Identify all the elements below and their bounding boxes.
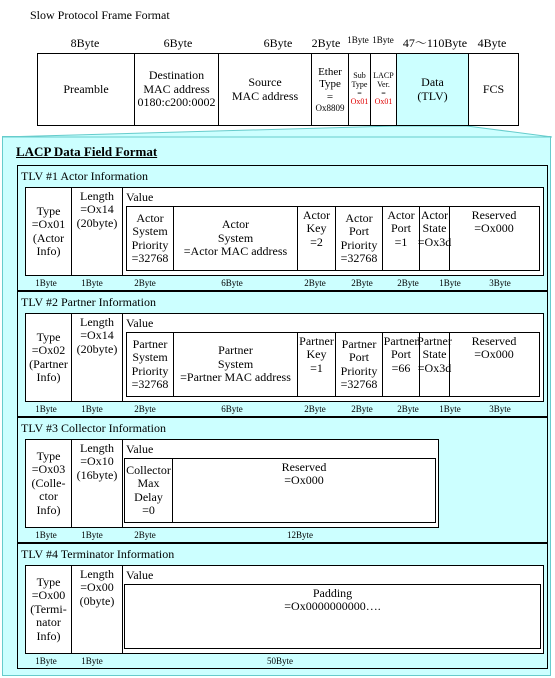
tlv1-value-fields xyxy=(126,206,540,271)
tlv1-size-state: 1Byte xyxy=(439,278,461,288)
tlv2-type: Type =Ox02 (Partner Info) xyxy=(29,329,68,384)
tlv4-size-length: 1Byte xyxy=(81,656,103,666)
frame-field-data: Data (TLV) xyxy=(396,54,468,125)
tlv2-size-system-priority: 2Byte xyxy=(134,404,156,414)
tlv3-size-length: 1Byte xyxy=(81,530,103,540)
tlv4-field-padding: Padding =Ox0000000000…. xyxy=(284,586,381,614)
tlv2-size-system: 6Byte xyxy=(221,404,243,414)
frame-row xyxy=(37,53,519,126)
tlv3-length: Length =Ox10 (16byte) xyxy=(71,440,122,527)
frame-size-data: 47～110Byte xyxy=(402,36,468,50)
tlv3-value-label: Value xyxy=(126,442,154,456)
tlv4-title: TLV #4 Terminator Information xyxy=(21,547,175,561)
tlv3-table xyxy=(25,439,439,528)
tlv3-value xyxy=(122,440,438,527)
tlv2-size-length: 1Byte xyxy=(81,404,103,414)
frame-field-preamble: Preamble xyxy=(63,81,109,96)
tlv1-size-length: 1Byte xyxy=(81,278,103,288)
tlv4-size-type: 1Byte xyxy=(35,656,57,666)
frame-size-lacpver: 1Byte xyxy=(372,35,394,45)
tlv4-value-label: Value xyxy=(126,568,154,582)
tlv4-length: Length =Ox00 (0byte) xyxy=(71,566,122,653)
tlv4-type: Type =Ox00 (Termi- nator Info) xyxy=(30,574,67,643)
frame-field-fcs: FCS xyxy=(468,54,518,125)
tlv4-value-fields xyxy=(124,584,541,649)
frame-field-ethertype: Ether Type = Ox8809 xyxy=(311,54,348,125)
tlv3-field-collector-max-delay: Collector Max Delay =0 xyxy=(126,462,171,517)
tlv1-size-system: 6Byte xyxy=(221,278,243,288)
diagram-title: Slow Protocol Frame Format xyxy=(30,8,170,22)
tlv2-size-key: 2Byte xyxy=(304,404,326,414)
frame-field-lacpver: LACP Ver. = Ox01 xyxy=(370,54,396,125)
tlv2-size-port: 2Byte xyxy=(397,404,419,414)
tlv1-size-key: 2Byte xyxy=(304,278,326,288)
tlv1-field-system: Actor System =Actor MAC address xyxy=(173,207,297,270)
tlv1-table xyxy=(25,187,544,276)
tlv2-size-port-priority: 2Byte xyxy=(351,404,373,414)
tlv3-size-collector: 2Byte xyxy=(134,530,156,540)
tlv4-value xyxy=(122,566,543,653)
tlv2-length: Length =Ox14 (20byte) xyxy=(71,314,122,401)
tlv3-type: Type =Ox03 (Colle- ctor Info) xyxy=(31,448,66,517)
tlv2-title: TLV #2 Partner Information xyxy=(21,295,156,309)
tlv2-value xyxy=(122,314,543,401)
tlv2-size-type: 1Byte xyxy=(35,404,57,414)
tlv1-type: Type =Ox01 (Actor Info) xyxy=(31,203,66,258)
frame-field-destination: Destination MAC address 0180:c200:0002 xyxy=(134,54,218,125)
frame-size-subtype: 1Byte xyxy=(347,35,369,45)
frame-size-source: 6Byte xyxy=(263,36,293,50)
tlv2-size-reserved: 3Byte xyxy=(489,404,511,414)
tlv3-field-reserved: Reserved =Ox000 xyxy=(172,459,435,522)
tlv1-size-system-priority: 2Byte xyxy=(134,278,156,288)
tlv1-size-port: 2Byte xyxy=(397,278,419,288)
frame-size-destination: 6Byte xyxy=(163,36,193,50)
tlv1-value xyxy=(122,188,543,275)
tlv2-value-label: Value xyxy=(126,316,154,330)
tlv1-field-port-priority: Actor Port Priority =32768 xyxy=(335,207,382,270)
tlv1-field-reserved: Reserved =Ox000 xyxy=(449,207,538,270)
tlv2-table xyxy=(25,313,544,402)
tlv4-size-padding: 50Byte xyxy=(267,656,293,666)
tlv2-value-fields xyxy=(126,332,540,397)
tlv2-field-key: Partner Key =1 xyxy=(297,333,335,396)
frame-field-subtype: Sub Type = Ox01 xyxy=(348,54,370,125)
tlv1-size-port-priority: 2Byte xyxy=(351,278,373,288)
tlv2-field-reserved: Reserved =Ox000 xyxy=(449,333,538,396)
tlv1-field-port: Actor Port =1 xyxy=(382,207,419,270)
tlv2-field-system-priority: Partner System Priority =32768 xyxy=(126,333,173,396)
lacp-section-title: LACP Data Field Format xyxy=(16,144,158,159)
frame-size-fcs: 4Byte xyxy=(477,36,507,50)
tlv2-size-state: 1Byte xyxy=(439,404,461,414)
tlv3-value-fields xyxy=(124,458,436,523)
tlv1-field-state: Actor State =Ox3d xyxy=(419,207,449,270)
frame-size-preamble: 8Byte xyxy=(70,36,100,50)
tlv3-size-type: 1Byte xyxy=(35,530,57,540)
tlv1-size-type: 1Byte xyxy=(35,278,57,288)
tlv4-table xyxy=(25,565,544,654)
tlv1-field-system-priority: Actor System Priority =32768 xyxy=(126,207,173,270)
tlv2-field-port: Partner Port =66 xyxy=(382,333,419,396)
tlv1-length: Length =Ox14 (20byte) xyxy=(71,188,122,275)
frame-field-source: Source MAC address xyxy=(218,54,311,125)
tlv3-title: TLV #3 Collector Information xyxy=(21,421,166,435)
frame-size-ethertype: 2Byte xyxy=(311,36,341,50)
tlv1-size-reserved: 3Byte xyxy=(489,278,511,288)
tlv1-title: TLV #1 Actor Information xyxy=(21,169,148,183)
tlv1-value-label: Value xyxy=(126,190,154,204)
tlv2-field-port-priority: Partner Port Priority =32768 xyxy=(335,333,382,396)
tlv1-field-key: Actor Key =2 xyxy=(297,207,335,270)
tlv3-size-reserved: 12Byte xyxy=(287,530,313,540)
tlv2-field-system: Partner System =Partner MAC address xyxy=(173,333,297,396)
tlv2-field-state: Partner State =Ox3d xyxy=(419,333,449,396)
